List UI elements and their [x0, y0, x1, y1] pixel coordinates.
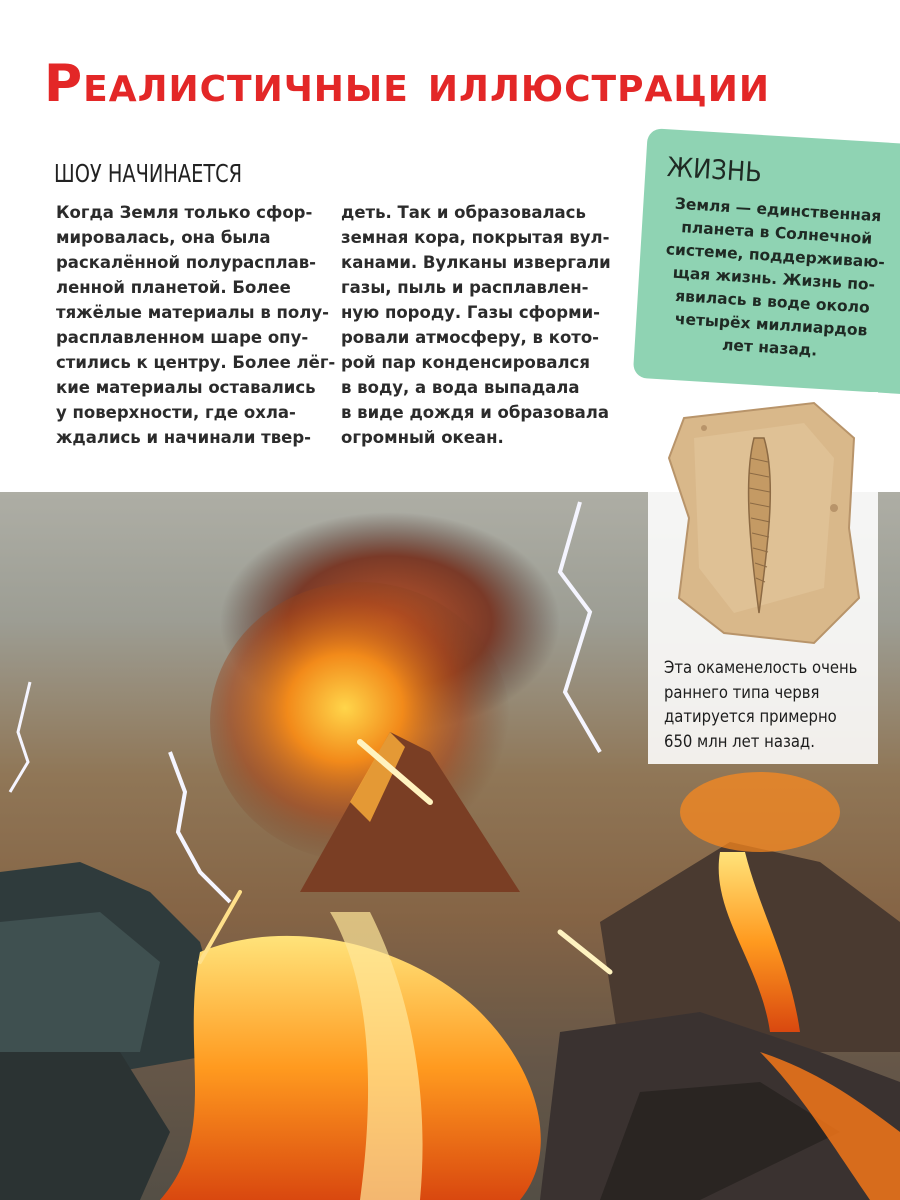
- text-line: огромный океан.: [341, 428, 504, 447]
- text-line: ровали атмосферу, в кото-: [341, 328, 600, 347]
- text-line: в виде дождя и образовала: [341, 403, 610, 422]
- sidebar-line: планета в Солнечной: [680, 218, 873, 248]
- fossil-image: [664, 398, 864, 648]
- page-title: Реалистичные иллюстрации: [44, 54, 770, 114]
- text-line: ждались и начинали твер-: [56, 428, 311, 447]
- sidebar-line: системе, поддерживаю-: [665, 240, 886, 272]
- text-line: у поверхности, где охла-: [56, 403, 296, 422]
- sidebar-line: Земля — единственная: [674, 194, 882, 226]
- text-line: газы, пыль и расплавлен-: [341, 278, 589, 297]
- text-line: рой пар конденсировался: [341, 353, 590, 372]
- sidebar-line: явилась в воде около: [674, 286, 871, 317]
- text-line: ную породу. Газы сформи-: [341, 303, 601, 322]
- text-line: земная кора, покрытая вул-: [341, 228, 610, 247]
- caption-line: датируется примерно: [664, 707, 837, 726]
- text-line: расплавленном шаре опу-: [56, 328, 309, 347]
- text-line: кие материалы оставались: [56, 378, 316, 397]
- section-heading: ШОУ НАЧИНАЕТСЯ: [54, 159, 243, 188]
- text-line: тяжёлые материалы в полу-: [56, 303, 329, 322]
- sidebar-line: щая жизнь. Жизнь по-: [672, 263, 876, 295]
- body-text-column-2: [341, 200, 611, 450]
- text-line: в воду, а вода выпадала: [341, 378, 580, 397]
- sidebar-line: лет назад.: [721, 335, 818, 360]
- sidebar-text: [654, 192, 893, 367]
- fossil-caption: [664, 656, 874, 754]
- text-line: канами. Вулканы извергали: [341, 253, 611, 272]
- caption-line: раннего типа червя: [664, 682, 820, 702]
- caption-line: Эта окаменелость очень: [664, 658, 858, 677]
- text-line: Когда Земля только сфор-: [56, 203, 313, 222]
- text-line: мировалась, она была: [56, 228, 271, 247]
- text-line: деть. Так и образовалась: [341, 203, 586, 222]
- sidebar-line: четырёх миллиардов: [674, 309, 868, 340]
- text-line: ленной планетой. Более: [56, 278, 291, 297]
- caption-line: 650 млн лет назад.: [664, 731, 815, 751]
- body-text-column-1: [56, 200, 336, 450]
- text-line: раскалённой полурасплав-: [56, 253, 316, 272]
- text-line: стились к центру. Более лёг-: [56, 353, 336, 372]
- sidebar-heading: ЖИЗНЬ: [666, 152, 763, 189]
